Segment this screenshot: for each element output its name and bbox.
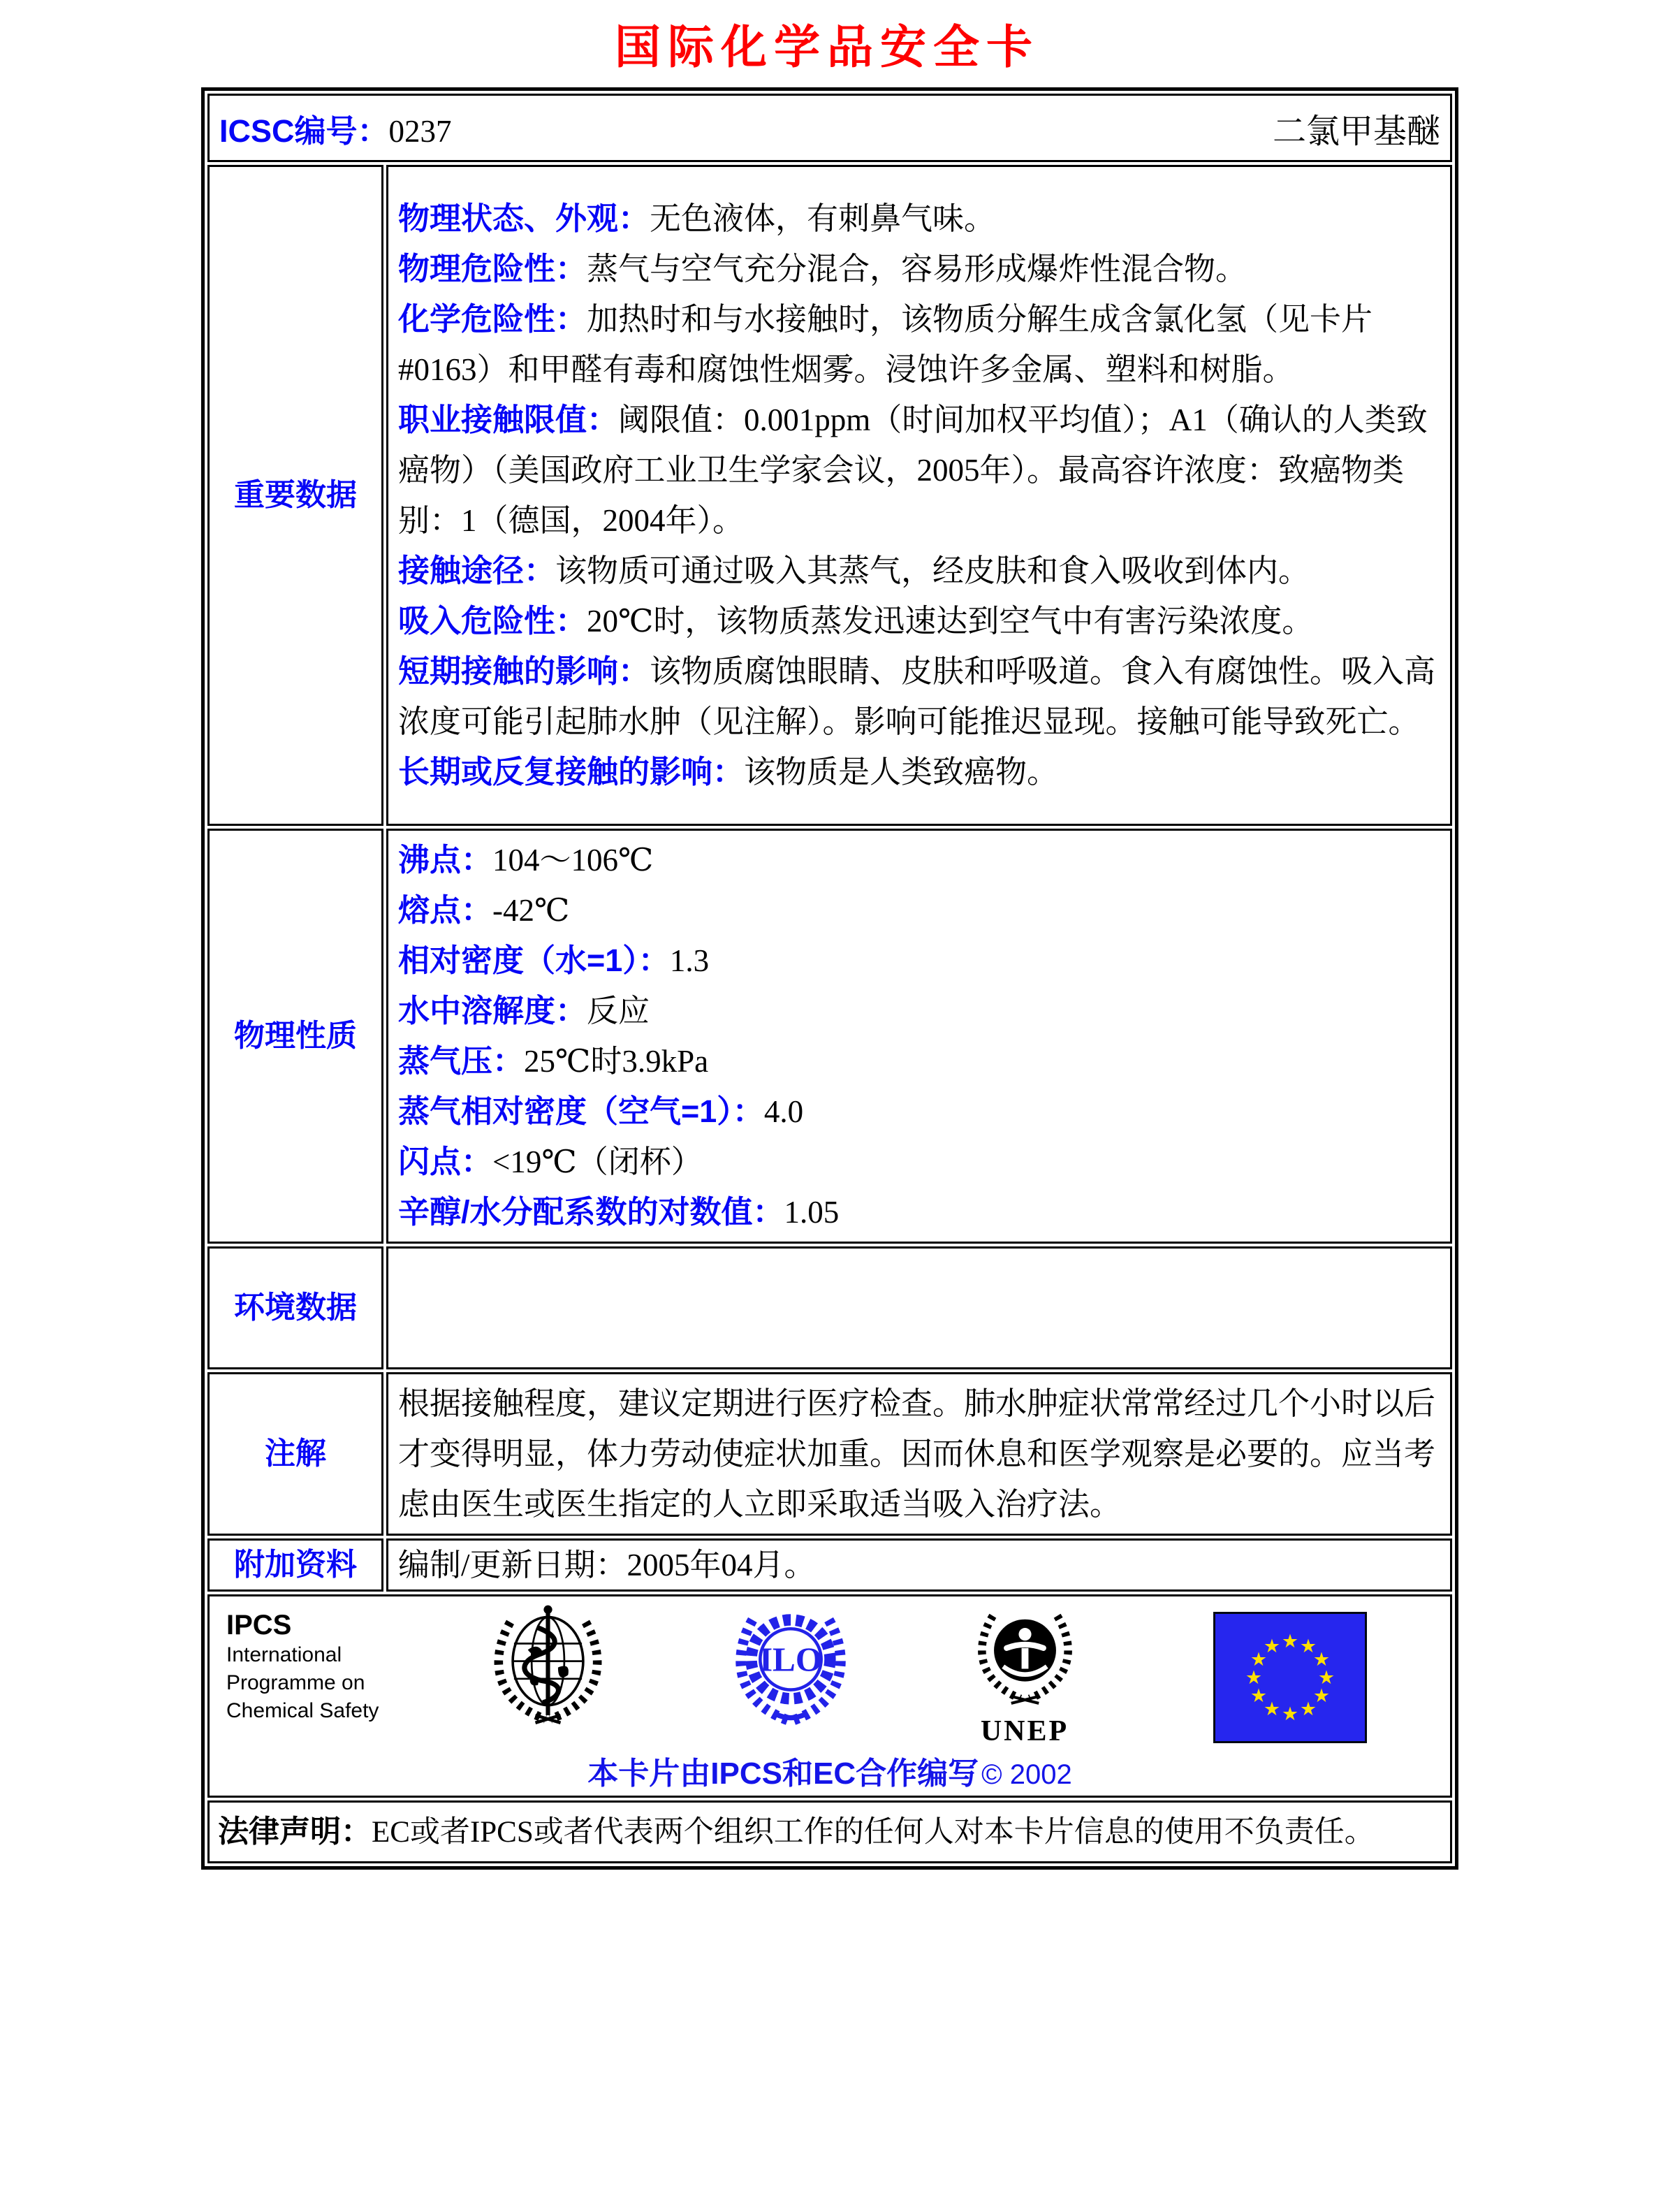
eu-star-icon: ★ (1245, 1667, 1263, 1689)
legal-cell (207, 1800, 1452, 1863)
field-label: 化学危险性： (398, 301, 587, 337)
footer-caption-text: 本卡片由IPCS和EC合作编写 (587, 1756, 979, 1791)
legal-label: 法律声明： (218, 1814, 372, 1849)
eu-star-icon: ★ (1317, 1667, 1335, 1689)
section-label-important-data: 重要数据 (207, 165, 383, 826)
section-body-notes (386, 1372, 1452, 1536)
field-text: 20℃时，该物质蒸发迅速达到空气中有害污染浓度。 (587, 604, 1314, 639)
section-label-environmental-data: 环境数据 (207, 1246, 383, 1369)
field-row (398, 194, 1440, 244)
header-cell (207, 94, 1452, 162)
field-label: 物理状态、外观： (398, 201, 650, 236)
eu-star-icon: ★ (1250, 1649, 1268, 1671)
field-label: 蒸气相对密度（空气=1）： (398, 1093, 764, 1129)
section-body-important-data (386, 165, 1452, 826)
field-row (398, 596, 1440, 646)
field-label: 水中溶解度： (398, 993, 587, 1028)
field-text: 该物质是人类致癌物。 (744, 755, 1059, 790)
field-label: 沸点： (398, 842, 493, 878)
section-body-physical-properties (386, 829, 1452, 1244)
field-row (398, 244, 1440, 294)
field-label: 熔点： (398, 892, 493, 928)
icsc-number-value: 0237 (388, 113, 452, 149)
header-row (207, 94, 1452, 162)
legal-text: EC或者IPCS或者代表两个组织工作的任何人对本卡片信息的使用不负责任。 (372, 1815, 1375, 1849)
logos-row (207, 1594, 1452, 1798)
ipcs-subtitle-line: Programme on (226, 1671, 365, 1694)
field-label: 闪点： (398, 1144, 493, 1179)
field-row (398, 835, 1440, 885)
eu-star-icon: ★ (1250, 1685, 1268, 1707)
field-row (398, 885, 1440, 936)
field-label: 短期接触的影响： (398, 653, 650, 689)
field-label: 相对密度（水=1）： (398, 943, 670, 978)
field-row (398, 1086, 1440, 1137)
eu-star-icon: ★ (1299, 1698, 1317, 1720)
field-text: 蒸气与空气充分混合，容易形成爆炸性混合物。 (587, 252, 1247, 286)
field-row (398, 1036, 1440, 1086)
section-row-physical-properties (207, 829, 1452, 1244)
eu-star-icon: ★ (1281, 1631, 1299, 1652)
eu-star-icon: ★ (1312, 1649, 1331, 1671)
ilo-letters: ILO (759, 1640, 823, 1679)
section-body-additional-info (386, 1538, 1452, 1592)
section-label-notes: 注解 (207, 1372, 383, 1536)
field-label: 吸入危险性： (398, 603, 587, 639)
page-title: 国际化学品安全卡 (615, 21, 1039, 73)
legal-row (207, 1800, 1452, 1863)
icsc-number-label: ICSC编号： (219, 112, 389, 149)
section-row-important-data (207, 165, 1452, 826)
field-text: 加热时和与水接触时，该物质分解生成含氯化氢（见卡片#0163）和甲醛有毒和腐蚀性烟雾。浸蚀许多金属、塑料和树脂。 (398, 302, 1373, 387)
legal-line (218, 1804, 1442, 1861)
field-label: 辛醇/水分配系数的对数值： (398, 1194, 784, 1230)
ipcs-subtitle-line: International (226, 1643, 342, 1666)
field-text: 阈限值：0.001ppm（时间加权平均值）；A1（确认的人类致癌物）（美国政府工业卫生学家会议，2005年）。最高容许浓度：致癌物类别：1（德国，2004年）。 (398, 402, 1428, 538)
field-row (398, 986, 1440, 1036)
field-row (398, 395, 1440, 546)
additional-info-text: 编制/更新日期：2005年04月。 (398, 1548, 816, 1582)
field-label: 蒸气压： (398, 1043, 525, 1079)
section-label-physical-properties: 物理性质 (207, 829, 383, 1244)
field-label: 物理危险性： (398, 251, 587, 286)
field-text: 4.0 (763, 1094, 804, 1129)
field-label: 职业接触限值： (398, 402, 619, 437)
chemical-name: 二氯甲基醚 (1272, 112, 1440, 150)
footer-caption-year: © 2002 (981, 1759, 1072, 1790)
ipcs-subtitle-line: Chemical Safety (226, 1699, 379, 1722)
eu-star-icon: ★ (1263, 1636, 1281, 1657)
eu-star-icon: ★ (1312, 1685, 1331, 1707)
field-text: <19℃（闭杯） (492, 1144, 703, 1179)
eu-star-icon: ★ (1299, 1636, 1317, 1657)
section-row-notes (207, 1372, 1452, 1536)
field-text: 25℃时3.9kPa (524, 1044, 709, 1079)
icsc-number (219, 105, 452, 151)
logos-cell (207, 1594, 1452, 1798)
field-label: 接触途径： (398, 553, 556, 588)
notes-text: 根据接触程度，建议定期进行医疗检查。肺水肿症状常常经过几个小时以后才变得明显，体力劳动使症状加重。因而休息和医学观察是必要的。应当考虑由医生或医生指定的人立即采取适当吸入治疗法。 (398, 1386, 1436, 1522)
field-row (398, 646, 1440, 747)
icsc-card-table (201, 87, 1458, 1870)
ipcs-title: IPCS (226, 1610, 292, 1640)
field-label: 长期或反复接触的影响： (398, 754, 745, 790)
field-text: 反应 (587, 994, 650, 1028)
ipcs-logo (226, 1602, 414, 1725)
field-text: 104～106℃ (492, 843, 654, 878)
field-row (398, 936, 1440, 986)
field-row (398, 1137, 1440, 1187)
who-logo-icon (483, 1602, 613, 1728)
field-text: 该物质腐蚀眼睛、皮肤和呼吸道。食入有腐蚀性。吸入高浓度可能引起肺水肿（见注解）。影响可能推迟显现。接触可能导致死亡。 (398, 654, 1436, 739)
eu-flag-icon (1213, 1612, 1367, 1743)
field-text: 该物质可通过吸入其蒸气，经皮肤和食入吸收到体内。 (555, 553, 1310, 588)
unep-emblem-icon (967, 1602, 1083, 1712)
unep-logo (962, 1602, 1088, 1747)
eu-star-icon: ★ (1263, 1698, 1281, 1720)
eu-star-icon: ★ (1281, 1703, 1299, 1725)
section-row-environmental-data (207, 1246, 1452, 1369)
ilo-logo-icon (724, 1602, 857, 1729)
field-text: 无色液体，有刺鼻气味。 (650, 201, 996, 236)
field-row (398, 546, 1440, 596)
field-row (398, 747, 1440, 797)
field-text: 1.05 (784, 1195, 840, 1230)
section-label-additional-info: 附加资料 (207, 1538, 383, 1592)
field-text: -42℃ (492, 893, 570, 928)
footer-caption (217, 1748, 1443, 1793)
section-body-environmental-data (386, 1246, 1452, 1369)
field-row (398, 1187, 1440, 1237)
field-row (398, 294, 1440, 395)
section-row-additional-info (207, 1538, 1452, 1592)
unep-label: UNEP (980, 1715, 1069, 1747)
field-text: 1.3 (669, 943, 710, 978)
